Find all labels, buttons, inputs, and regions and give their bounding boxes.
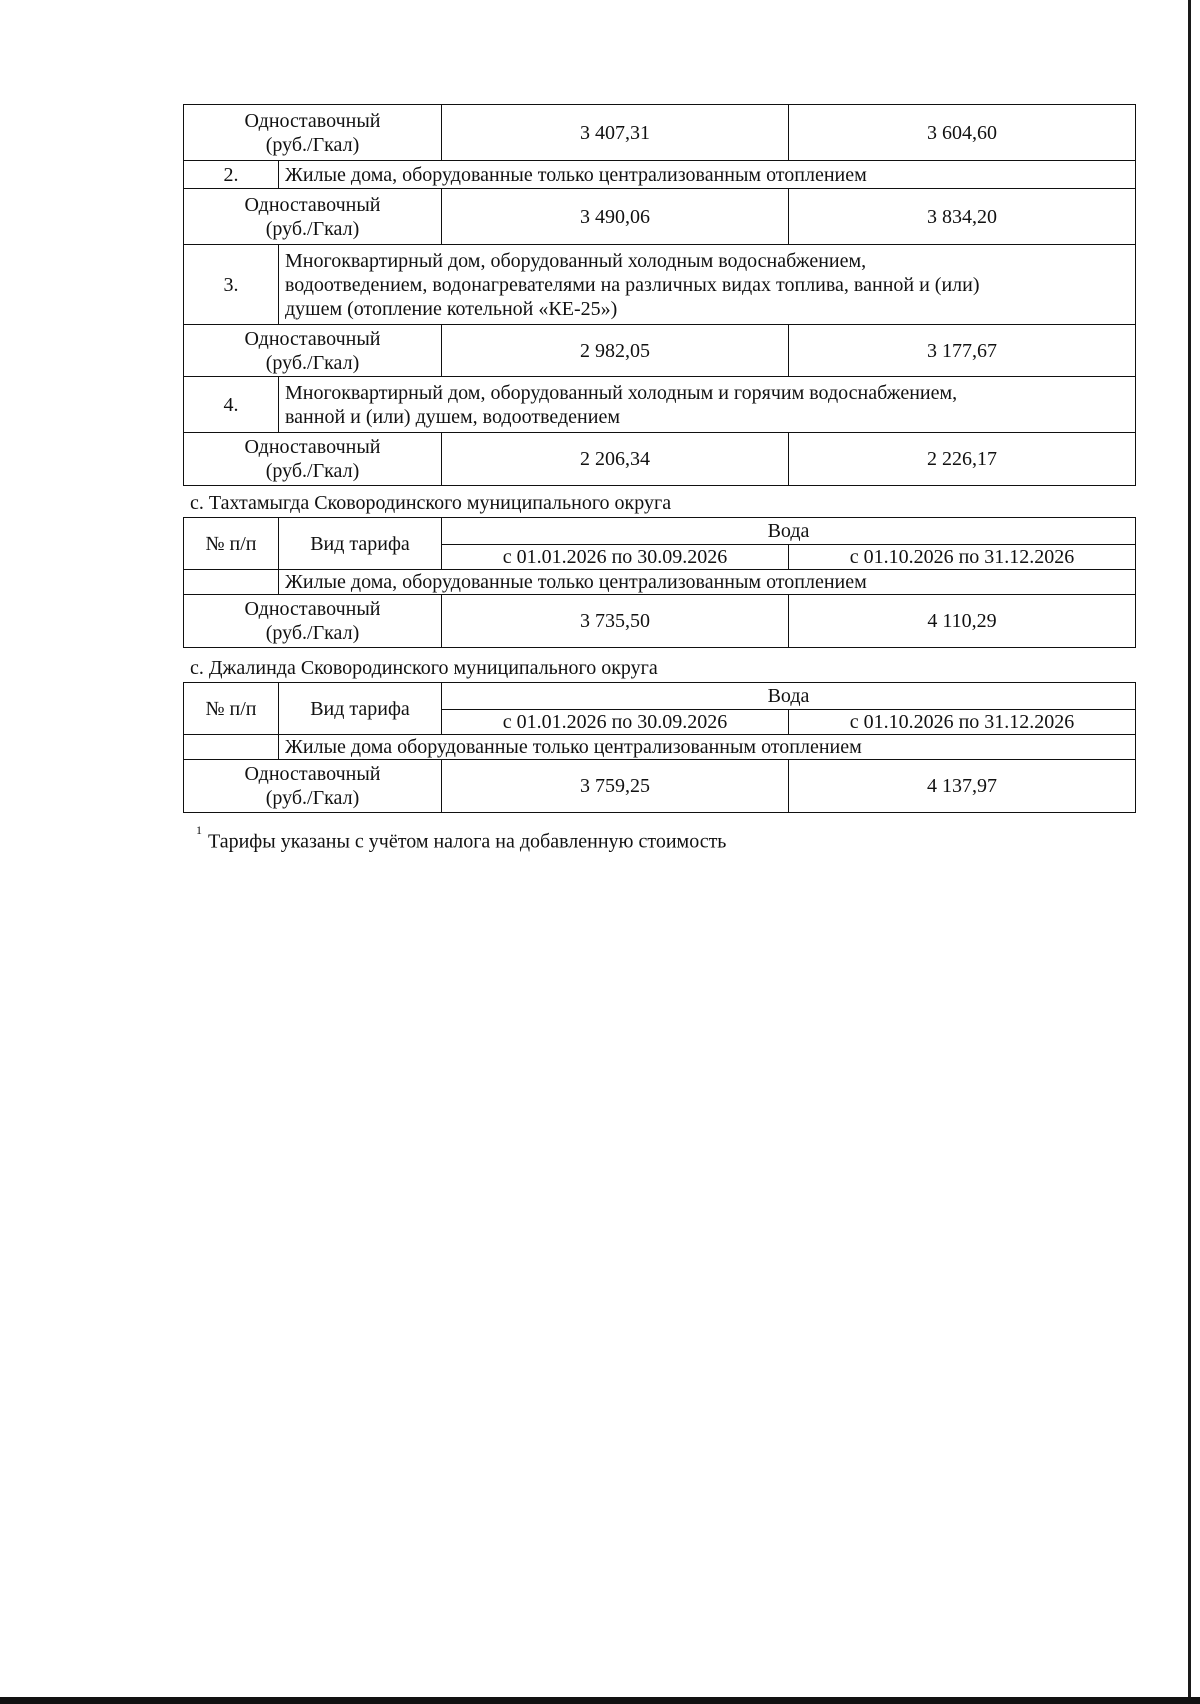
tariff-value-period2: 3 604,60 (789, 105, 1136, 161)
tariff-label-line1: Одноставочный (244, 598, 381, 620)
tariff-label-line2: (руб./Гкал) (265, 787, 360, 809)
header-period1: с 01.01.2026 по 30.09.2026 (442, 710, 789, 735)
section-text (279, 377, 1136, 433)
tariff-value-period1: 3 407,31 (442, 105, 789, 161)
header-tariff-type: Вид тарифа (279, 518, 442, 570)
dzhalinda-tariff-table (183, 682, 1136, 813)
section-number: 4. (184, 377, 279, 433)
header-tariff-type: Вид тарифа (279, 683, 442, 735)
tariff-label (184, 595, 442, 648)
section-row (184, 161, 1136, 189)
tariff-label-line1: Одноставочный (244, 193, 381, 216)
tariff-label-line1: Одноставочный (244, 109, 381, 132)
tariff-label-line2: (руб./Гкал) (265, 217, 360, 240)
tariff-row (184, 189, 1136, 245)
tariff-row (184, 760, 1136, 813)
section-text-line2: водоотведением, водонагревателями на различных видах топлива, ванной и (или) (285, 273, 980, 296)
subheader-row (184, 570, 1136, 595)
section-text: Жилые дома, оборудованные только централизованным отоплением (279, 161, 1136, 189)
section-text-line2: ванной и (или) душем, водоотведением (285, 405, 620, 428)
takhtamygda-caption: с. Тахтамыгда Сковородинского муниципального округа (190, 492, 672, 514)
header-num: № п/п (184, 683, 279, 735)
takhtamygda-tariff-table (183, 517, 1136, 648)
subheader-text: Жилые дома, оборудованные только централизованным отоплением (279, 570, 1136, 595)
tariff-row (184, 105, 1136, 161)
tariff-value-period1: 3 735,50 (442, 595, 789, 648)
header-period2: с 01.10.2026 по 31.12.2026 (789, 710, 1136, 735)
tariff-label (184, 189, 442, 245)
tariff-value-period2: 4 110,29 (789, 595, 1136, 648)
tariff-label-line1: Одноставочный (244, 436, 381, 458)
subheader-text: Жилые дома оборудованные только централизованным отоплением (279, 735, 1136, 760)
tariff-row (184, 595, 1136, 648)
tariff-label-line2: (руб./Гкал) (265, 460, 360, 482)
tariff-label-line2: (руб./Гкал) (265, 351, 360, 374)
tariff-label-line1: Одноставочный (244, 327, 381, 350)
header-water: Вода (442, 683, 1136, 710)
subheader-num (184, 735, 279, 760)
tariff-value-period1: 3 759,25 (442, 760, 789, 813)
tariff-value-period1: 2 206,34 (442, 433, 789, 486)
scan-edge-bottom (0, 1697, 1200, 1704)
header-period2: с 01.10.2026 по 31.12.2026 (789, 545, 1136, 570)
header-period1: с 01.01.2026 по 30.09.2026 (442, 545, 789, 570)
section-number: 3. (184, 245, 279, 325)
section-text-line1: Многоквартирный дом, оборудованный холодным водоснабжением, (285, 249, 867, 272)
tariff-row (184, 325, 1136, 377)
footnote-mark: 1 (196, 823, 202, 837)
tariff-value-period1: 3 490,06 (442, 189, 789, 245)
footnote (196, 824, 726, 854)
subheader-num (184, 570, 279, 595)
tariff-value-period2: 3 834,20 (789, 189, 1136, 245)
tariff-value-period2: 2 226,17 (789, 433, 1136, 486)
subheader-row (184, 735, 1136, 760)
header-water: Вода (442, 518, 1136, 545)
section-text (279, 245, 1136, 325)
tariff-label (184, 325, 442, 377)
tariff-row (184, 433, 1136, 486)
scan-edge-right (1188, 0, 1191, 1704)
footnote-text: Тарифы указаны с учётом налога на добавленную стоимость (208, 830, 727, 853)
section-row (184, 245, 1136, 325)
section-row (184, 377, 1136, 433)
tariff-label (184, 105, 442, 161)
tariff-value-period1: 2 982,05 (442, 325, 789, 377)
section-number: 2. (184, 161, 279, 189)
dzhalinda-caption: с. Джалинда Сковородинского муниципального округа (190, 657, 658, 679)
tariff-value-period2: 3 177,67 (789, 325, 1136, 377)
header-num: № п/п (184, 518, 279, 570)
tariff-value-period2: 4 137,97 (789, 760, 1136, 813)
tariff-label-line2: (руб./Гкал) (265, 622, 360, 644)
tariff-label (184, 760, 442, 813)
tariff-label-line1: Одноставочный (244, 763, 381, 785)
top-tariff-table (183, 104, 1136, 486)
tariff-label-line2: (руб./Гкал) (265, 133, 360, 156)
tariff-label (184, 433, 442, 486)
section-text-line3: душем (отопление котельной «КЕ-25») (285, 297, 618, 320)
header-row (184, 683, 1136, 710)
section-text-line1: Многоквартирный дом, оборудованный холодным и горячим водоснабжением, (285, 381, 958, 404)
header-row (184, 518, 1136, 545)
